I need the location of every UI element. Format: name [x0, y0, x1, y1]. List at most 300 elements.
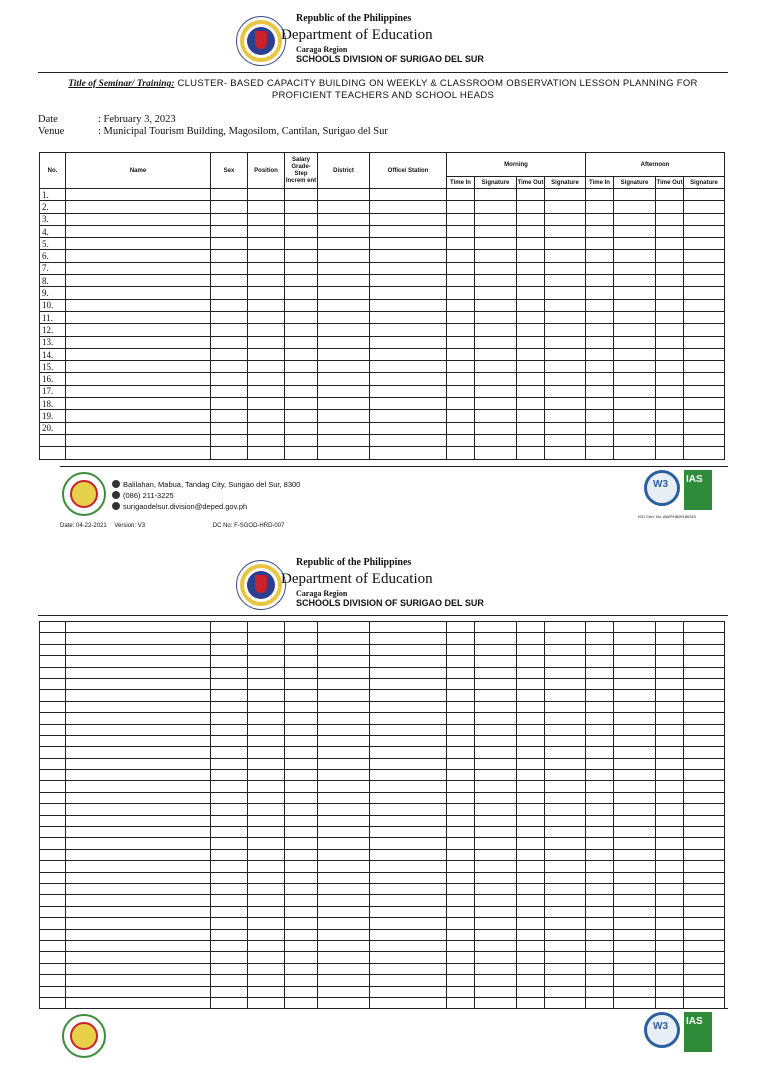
row-number-cell[interactable] — [40, 906, 66, 917]
table-cell[interactable] — [370, 622, 447, 633]
table-cell[interactable] — [447, 644, 475, 655]
table-cell[interactable] — [285, 644, 318, 655]
table-cell[interactable] — [66, 189, 211, 201]
row-number-cell[interactable]: 10. — [40, 299, 66, 311]
table-cell[interactable] — [370, 735, 447, 746]
table-cell[interactable] — [211, 287, 248, 299]
table-cell[interactable] — [66, 447, 211, 459]
table-cell[interactable] — [248, 861, 285, 872]
table-cell[interactable] — [318, 361, 370, 373]
table-cell[interactable] — [545, 713, 586, 724]
table-cell[interactable] — [545, 724, 586, 735]
table-cell[interactable] — [447, 929, 475, 940]
table-cell[interactable] — [475, 238, 517, 250]
table-cell[interactable] — [586, 225, 614, 237]
table-cell[interactable] — [614, 815, 656, 826]
table-cell[interactable] — [684, 225, 725, 237]
row-number-cell[interactable] — [40, 975, 66, 986]
table-cell[interactable] — [586, 758, 614, 769]
table-cell[interactable] — [66, 849, 211, 860]
table-cell[interactable] — [66, 690, 211, 701]
table-cell[interactable] — [656, 225, 684, 237]
table-cell[interactable] — [447, 633, 475, 644]
table-cell[interactable] — [447, 434, 475, 446]
table-cell[interactable] — [656, 238, 684, 250]
table-cell[interactable] — [475, 918, 517, 929]
table-cell[interactable] — [545, 758, 586, 769]
table-cell[interactable] — [656, 792, 684, 803]
row-number-cell[interactable] — [40, 667, 66, 678]
table-cell[interactable] — [517, 975, 545, 986]
table-cell[interactable] — [684, 678, 725, 689]
table-cell[interactable] — [475, 701, 517, 712]
table-cell[interactable] — [475, 410, 517, 422]
row-number-cell[interactable] — [40, 918, 66, 929]
table-cell[interactable] — [614, 299, 656, 311]
table-cell[interactable] — [285, 815, 318, 826]
table-cell[interactable] — [614, 201, 656, 213]
table-cell[interactable] — [475, 622, 517, 633]
row-number-cell[interactable] — [40, 952, 66, 963]
table-cell[interactable] — [586, 398, 614, 410]
table-cell[interactable] — [248, 735, 285, 746]
table-cell[interactable] — [586, 447, 614, 459]
table-cell[interactable] — [211, 781, 248, 792]
row-number-cell[interactable]: 17. — [40, 385, 66, 397]
table-cell[interactable] — [285, 225, 318, 237]
table-cell[interactable] — [545, 287, 586, 299]
table-cell[interactable] — [285, 348, 318, 360]
table-cell[interactable] — [285, 758, 318, 769]
table-cell[interactable] — [248, 324, 285, 336]
table-cell[interactable] — [517, 633, 545, 644]
table-cell[interactable] — [447, 656, 475, 667]
table-cell[interactable] — [447, 361, 475, 373]
table-cell[interactable] — [517, 398, 545, 410]
table-cell[interactable] — [545, 827, 586, 838]
table-cell[interactable] — [447, 747, 475, 758]
table-cell[interactable] — [475, 770, 517, 781]
table-cell[interactable] — [545, 434, 586, 446]
table-cell[interactable] — [545, 963, 586, 974]
row-number-cell[interactable]: 8. — [40, 275, 66, 287]
table-cell[interactable] — [318, 713, 370, 724]
table-cell[interactable] — [370, 758, 447, 769]
table-cell[interactable] — [517, 622, 545, 633]
table-cell[interactable] — [370, 952, 447, 963]
row-number-cell[interactable] — [40, 701, 66, 712]
table-cell[interactable] — [447, 701, 475, 712]
table-cell[interactable] — [586, 238, 614, 250]
table-cell[interactable] — [475, 213, 517, 225]
table-cell[interactable] — [370, 895, 447, 906]
table-cell[interactable] — [66, 975, 211, 986]
table-cell[interactable] — [318, 238, 370, 250]
table-cell[interactable] — [545, 690, 586, 701]
table-cell[interactable] — [211, 963, 248, 974]
table-cell[interactable] — [447, 189, 475, 201]
table-cell[interactable] — [318, 804, 370, 815]
table-cell[interactable] — [370, 324, 447, 336]
table-cell[interactable] — [656, 975, 684, 986]
table-cell[interactable] — [656, 770, 684, 781]
table-cell[interactable] — [285, 336, 318, 348]
table-cell[interactable] — [66, 701, 211, 712]
table-cell[interactable] — [656, 287, 684, 299]
table-cell[interactable] — [248, 815, 285, 826]
table-cell[interactable] — [586, 690, 614, 701]
table-cell[interactable] — [684, 373, 725, 385]
table-cell[interactable] — [586, 724, 614, 735]
table-cell[interactable] — [545, 861, 586, 872]
table-cell[interactable] — [318, 940, 370, 951]
table-cell[interactable] — [285, 667, 318, 678]
table-cell[interactable] — [656, 849, 684, 860]
table-cell[interactable] — [475, 963, 517, 974]
table-cell[interactable] — [586, 678, 614, 689]
table-cell[interactable] — [318, 275, 370, 287]
table-cell[interactable] — [586, 213, 614, 225]
table-cell[interactable] — [285, 770, 318, 781]
table-cell[interactable] — [475, 929, 517, 940]
table-cell[interactable] — [517, 940, 545, 951]
table-cell[interactable] — [318, 815, 370, 826]
table-cell[interactable] — [285, 311, 318, 323]
row-number-cell[interactable] — [40, 929, 66, 940]
table-cell[interactable] — [545, 872, 586, 883]
table-cell[interactable] — [285, 986, 318, 997]
table-cell[interactable] — [475, 633, 517, 644]
table-cell[interactable] — [318, 758, 370, 769]
table-cell[interactable] — [517, 701, 545, 712]
table-cell[interactable] — [614, 940, 656, 951]
table-cell[interactable] — [66, 348, 211, 360]
table-cell[interactable] — [517, 434, 545, 446]
table-cell[interactable] — [66, 883, 211, 894]
table-cell[interactable] — [684, 883, 725, 894]
table-cell[interactable] — [66, 872, 211, 883]
table-cell[interactable] — [656, 940, 684, 951]
table-cell[interactable] — [66, 434, 211, 446]
table-cell[interactable] — [66, 373, 211, 385]
table-cell[interactable] — [370, 770, 447, 781]
table-cell[interactable] — [211, 735, 248, 746]
table-cell[interactable] — [684, 299, 725, 311]
table-cell[interactable] — [684, 872, 725, 883]
table-cell[interactable] — [614, 324, 656, 336]
table-cell[interactable] — [656, 883, 684, 894]
table-cell[interactable] — [475, 781, 517, 792]
table-cell[interactable] — [586, 361, 614, 373]
table-cell[interactable] — [447, 963, 475, 974]
table-cell[interactable] — [211, 906, 248, 917]
table-cell[interactable] — [318, 963, 370, 974]
table-cell[interactable] — [586, 701, 614, 712]
row-number-cell[interactable] — [40, 690, 66, 701]
table-cell[interactable] — [248, 906, 285, 917]
table-cell[interactable] — [517, 324, 545, 336]
table-cell[interactable] — [285, 385, 318, 397]
table-cell[interactable] — [285, 861, 318, 872]
table-cell[interactable] — [370, 713, 447, 724]
table-cell[interactable] — [285, 895, 318, 906]
table-cell[interactable] — [475, 815, 517, 826]
table-cell[interactable] — [211, 410, 248, 422]
table-cell[interactable] — [475, 299, 517, 311]
table-cell[interactable] — [66, 275, 211, 287]
table-cell[interactable] — [285, 622, 318, 633]
table-cell[interactable] — [318, 299, 370, 311]
table-cell[interactable] — [614, 975, 656, 986]
table-cell[interactable] — [684, 213, 725, 225]
table-cell[interactable] — [475, 287, 517, 299]
table-cell[interactable] — [285, 299, 318, 311]
table-cell[interactable] — [684, 667, 725, 678]
table-cell[interactable] — [517, 373, 545, 385]
table-cell[interactable] — [66, 770, 211, 781]
table-cell[interactable] — [248, 299, 285, 311]
table-cell[interactable] — [586, 348, 614, 360]
table-cell[interactable] — [248, 250, 285, 262]
table-cell[interactable] — [586, 250, 614, 262]
table-cell[interactable] — [684, 287, 725, 299]
table-cell[interactable] — [285, 361, 318, 373]
table-cell[interactable] — [447, 906, 475, 917]
table-cell[interactable] — [248, 781, 285, 792]
table-cell[interactable] — [370, 348, 447, 360]
table-cell[interactable] — [447, 952, 475, 963]
table-cell[interactable] — [66, 225, 211, 237]
table-cell[interactable] — [517, 906, 545, 917]
table-cell[interactable] — [211, 299, 248, 311]
table-cell[interactable] — [211, 213, 248, 225]
table-cell[interactable] — [66, 299, 211, 311]
table-cell[interactable] — [684, 940, 725, 951]
table-cell[interactable] — [318, 792, 370, 803]
table-cell[interactable] — [66, 633, 211, 644]
table-cell[interactable] — [211, 422, 248, 434]
table-cell[interactable] — [475, 883, 517, 894]
table-cell[interactable] — [684, 713, 725, 724]
table-cell[interactable] — [656, 678, 684, 689]
table-cell[interactable] — [684, 398, 725, 410]
table-cell[interactable] — [211, 447, 248, 459]
table-cell[interactable] — [370, 838, 447, 849]
table-cell[interactable] — [614, 373, 656, 385]
table-cell[interactable] — [545, 238, 586, 250]
table-cell[interactable] — [545, 348, 586, 360]
table-cell[interactable] — [586, 275, 614, 287]
table-cell[interactable] — [517, 361, 545, 373]
table-cell[interactable] — [285, 250, 318, 262]
table-cell[interactable] — [66, 287, 211, 299]
table-cell[interactable] — [517, 447, 545, 459]
table-cell[interactable] — [586, 633, 614, 644]
table-cell[interactable] — [447, 311, 475, 323]
table-cell[interactable] — [684, 963, 725, 974]
table-cell[interactable] — [318, 262, 370, 274]
table-cell[interactable] — [211, 940, 248, 951]
table-cell[interactable] — [211, 952, 248, 963]
table-cell[interactable] — [614, 262, 656, 274]
table-cell[interactable] — [248, 410, 285, 422]
table-cell[interactable] — [66, 262, 211, 274]
table-cell[interactable] — [684, 986, 725, 997]
row-number-cell[interactable] — [40, 838, 66, 849]
table-cell[interactable] — [66, 678, 211, 689]
table-cell[interactable] — [684, 422, 725, 434]
table-cell[interactable] — [517, 838, 545, 849]
table-cell[interactable] — [586, 667, 614, 678]
table-cell[interactable] — [545, 838, 586, 849]
table-cell[interactable] — [211, 622, 248, 633]
table-cell[interactable] — [614, 952, 656, 963]
table-cell[interactable] — [586, 770, 614, 781]
table-cell[interactable] — [475, 690, 517, 701]
table-cell[interactable] — [318, 422, 370, 434]
table-cell[interactable] — [656, 963, 684, 974]
table-cell[interactable] — [545, 250, 586, 262]
table-cell[interactable] — [545, 644, 586, 655]
table-cell[interactable] — [545, 940, 586, 951]
table-cell[interactable] — [285, 872, 318, 883]
table-cell[interactable] — [447, 815, 475, 826]
table-cell[interactable] — [248, 883, 285, 894]
table-cell[interactable] — [614, 701, 656, 712]
table-cell[interactable] — [318, 250, 370, 262]
table-cell[interactable] — [586, 940, 614, 951]
table-cell[interactable] — [656, 633, 684, 644]
table-cell[interactable] — [517, 667, 545, 678]
table-cell[interactable] — [447, 299, 475, 311]
table-cell[interactable] — [318, 213, 370, 225]
table-cell[interactable] — [318, 678, 370, 689]
table-cell[interactable] — [475, 644, 517, 655]
table-cell[interactable] — [211, 758, 248, 769]
table-cell[interactable] — [370, 311, 447, 323]
table-cell[interactable] — [370, 213, 447, 225]
table-cell[interactable] — [66, 410, 211, 422]
table-cell[interactable] — [248, 275, 285, 287]
row-number-cell[interactable] — [40, 724, 66, 735]
table-cell[interactable] — [586, 644, 614, 655]
table-cell[interactable] — [447, 410, 475, 422]
table-cell[interactable] — [614, 644, 656, 655]
table-cell[interactable] — [370, 940, 447, 951]
table-cell[interactable] — [285, 747, 318, 758]
table-cell[interactable] — [517, 250, 545, 262]
table-cell[interactable] — [545, 311, 586, 323]
table-cell[interactable] — [447, 336, 475, 348]
table-cell[interactable] — [370, 724, 447, 735]
table-cell[interactable] — [211, 770, 248, 781]
table-cell[interactable] — [684, 447, 725, 459]
table-cell[interactable] — [66, 311, 211, 323]
table-cell[interactable] — [614, 189, 656, 201]
table-cell[interactable] — [285, 929, 318, 940]
table-cell[interactable] — [248, 690, 285, 701]
table-cell[interactable] — [684, 644, 725, 655]
table-cell[interactable] — [318, 918, 370, 929]
table-cell[interactable] — [656, 250, 684, 262]
table-cell[interactable] — [285, 701, 318, 712]
table-cell[interactable] — [370, 861, 447, 872]
row-number-cell[interactable] — [40, 447, 66, 459]
row-number-cell[interactable] — [40, 747, 66, 758]
table-cell[interactable] — [614, 713, 656, 724]
table-cell[interactable] — [684, 815, 725, 826]
table-cell[interactable] — [545, 735, 586, 746]
table-cell[interactable] — [517, 929, 545, 940]
table-cell[interactable] — [517, 861, 545, 872]
row-number-cell[interactable] — [40, 849, 66, 860]
table-cell[interactable] — [211, 275, 248, 287]
table-cell[interactable] — [248, 213, 285, 225]
table-cell[interactable] — [517, 792, 545, 803]
table-cell[interactable] — [545, 299, 586, 311]
table-cell[interactable] — [684, 827, 725, 838]
table-cell[interactable] — [475, 849, 517, 860]
table-cell[interactable] — [66, 758, 211, 769]
table-cell[interactable] — [66, 815, 211, 826]
table-cell[interactable] — [684, 952, 725, 963]
table-cell[interactable] — [318, 770, 370, 781]
table-cell[interactable] — [545, 447, 586, 459]
table-cell[interactable] — [318, 348, 370, 360]
table-cell[interactable] — [517, 804, 545, 815]
table-cell[interactable] — [248, 952, 285, 963]
table-cell[interactable] — [614, 622, 656, 633]
table-cell[interactable] — [586, 311, 614, 323]
table-cell[interactable] — [586, 713, 614, 724]
table-cell[interactable] — [211, 385, 248, 397]
table-cell[interactable] — [656, 713, 684, 724]
table-cell[interactable] — [684, 781, 725, 792]
table-cell[interactable] — [285, 201, 318, 213]
table-cell[interactable] — [656, 201, 684, 213]
table-cell[interactable] — [656, 758, 684, 769]
row-number-cell[interactable] — [40, 804, 66, 815]
table-cell[interactable] — [614, 213, 656, 225]
table-cell[interactable] — [248, 434, 285, 446]
table-cell[interactable] — [248, 963, 285, 974]
table-cell[interactable] — [545, 398, 586, 410]
table-cell[interactable] — [285, 447, 318, 459]
table-cell[interactable] — [447, 735, 475, 746]
table-cell[interactable] — [545, 189, 586, 201]
table-cell[interactable] — [517, 849, 545, 860]
table-cell[interactable] — [248, 770, 285, 781]
table-cell[interactable] — [475, 262, 517, 274]
row-number-cell[interactable] — [40, 940, 66, 951]
table-cell[interactable] — [614, 385, 656, 397]
table-cell[interactable] — [656, 348, 684, 360]
table-cell[interactable] — [586, 963, 614, 974]
row-number-cell[interactable] — [40, 713, 66, 724]
table-cell[interactable] — [586, 872, 614, 883]
table-cell[interactable] — [285, 656, 318, 667]
table-cell[interactable] — [545, 815, 586, 826]
table-cell[interactable] — [447, 447, 475, 459]
table-cell[interactable] — [656, 644, 684, 655]
table-cell[interactable] — [684, 348, 725, 360]
table-cell[interactable] — [318, 434, 370, 446]
table-cell[interactable] — [285, 189, 318, 201]
table-cell[interactable] — [447, 940, 475, 951]
table-cell[interactable] — [211, 262, 248, 274]
table-cell[interactable] — [614, 238, 656, 250]
table-cell[interactable] — [586, 804, 614, 815]
